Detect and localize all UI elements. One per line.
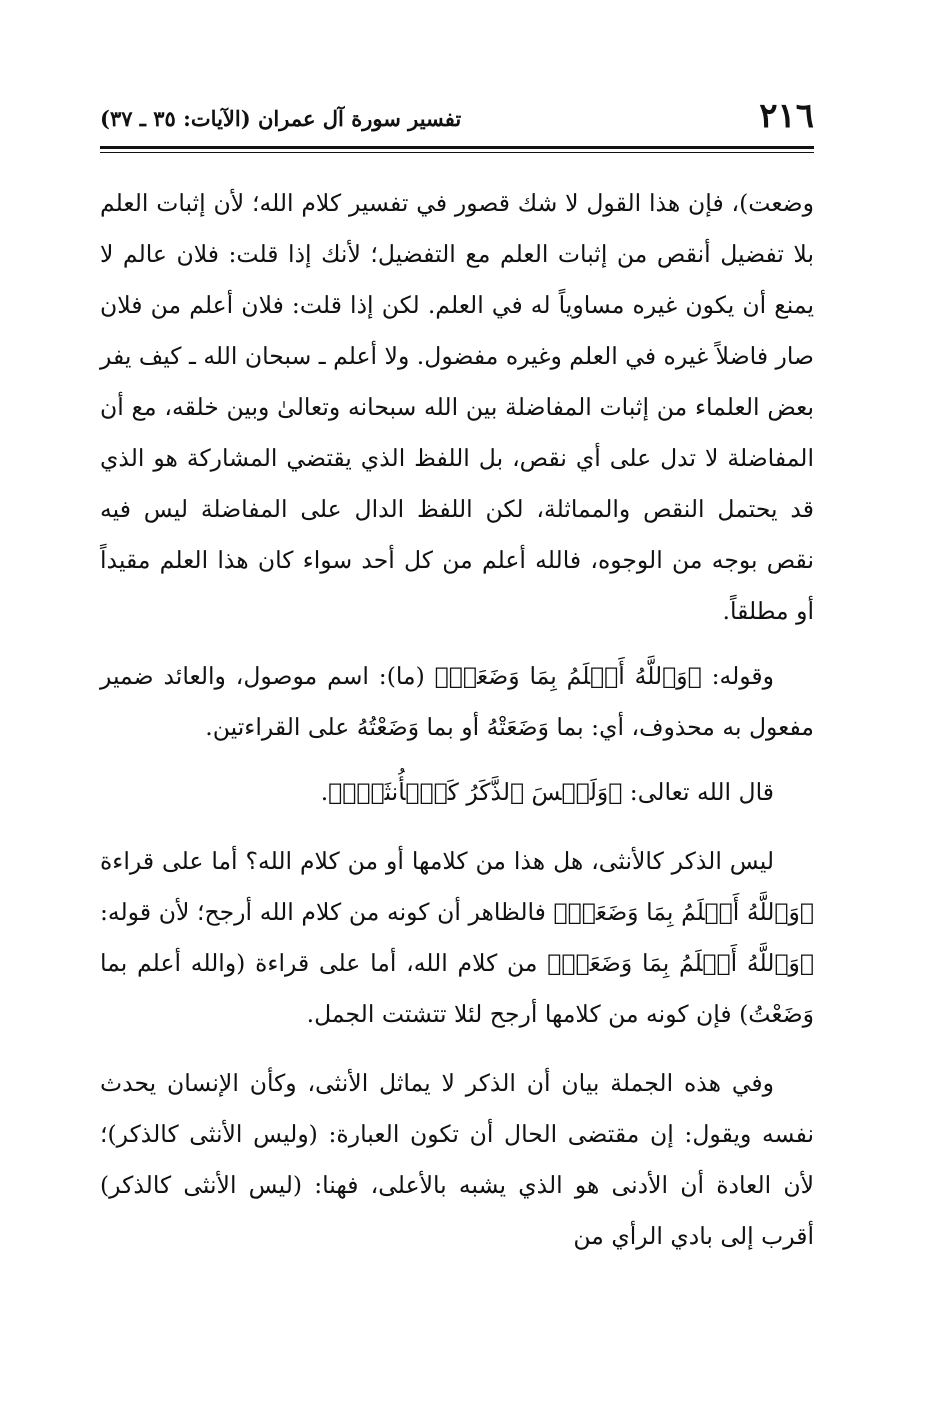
header-rule-thin	[100, 152, 814, 153]
page-header	[100, 96, 814, 144]
paragraph-5: وفي هذه الجملة بيان أن الذكر لا يماثل الأنثى، وكأن الإنسان يحدث نفسه ويقول: إن مقتضى الحال أن تكون العبارة: (وليس الأنثى كالذكر)؛ لأن العادة أن الأدنى هو الذي يشبه بالأعلى، فهنا: (ليس الأنثى كالذكر) أقرب إلى بادي الرأي من	[100, 1069, 814, 1250]
paragraph-1: وضعت)، فإن هذا القول لا شك قصور في تفسير كلام الله؛ لأن إثبات العلم بلا تفضيل أنقص من إثبات العلم مع التفضيل؛ لأنك إذا قلت: فلان عالم لا يمنع أن يكون غيره مساوياً له في العلم. لكن إذا قلت: فلان أعلم من فلان صار فاضلاً غيره في العلم وغيره مفضول. ولا أعلم ـ سبحان الله ـ كيف يفر بعض العلماء من إثبات المفاضلة بين الله سبحانه وتعالىٰ وبين خلقه، مع أن المفاضلة لا تدل على أي نقص، بل اللفظ الذي يقتضي المشاركة هو الذي قد يحتمل النقص والمماثلة، لكن اللفظ الدال على المفاضلة ليس فيه نقص بوجه من الوجوه، فالله أعلم من كل أحد سواء كان هذا العلم مقيداً أو مطلقاً.	[100, 189, 814, 625]
header-rule-thick	[100, 146, 814, 149]
page-number: ٢١٦	[759, 96, 814, 136]
paragraph-2: وقوله: ﴿وَٱللَّهُ أَعۡلَمُ بِمَا وَضَعَتۡ﴾ (ما): اسم موصول، والعائد ضمير مفعول به محذوف، أي: بما وَضَعَتْهُ أو بما وَضَعْتُهُ على القراءتين.	[100, 662, 814, 741]
paragraph-4: ليس الذكر كالأنثى، هل هذا من كلامها أو من كلام الله؟ أما على قراءة ﴿وَٱللَّهُ أَعۡلَمُ بِمَا وَضَعَتۡ﴾ فالظاهر أن كونه من كلام الله أرجح؛ لأن قوله: ﴿وَٱللَّهُ أَعۡلَمُ بِمَا وَضَعَتۡ﴾ من كلام الله، أما على قراءة (والله أعلم بما وَضَعْتُ) فإن كونه من كلامها أرجح لئلا تتشتت الجمل.	[100, 847, 814, 1028]
paragraph-3: قال الله تعالى: ﴿وَلَيۡسَ ٱلذَّكَرُ كَٱلۡأُنثَىٰۖ﴾.	[320, 778, 774, 806]
body-text	[100, 178, 814, 1262]
running-title: تفسير سورة آل عمران (الآيات: ٣٥ ـ ٣٧)	[100, 106, 462, 131]
